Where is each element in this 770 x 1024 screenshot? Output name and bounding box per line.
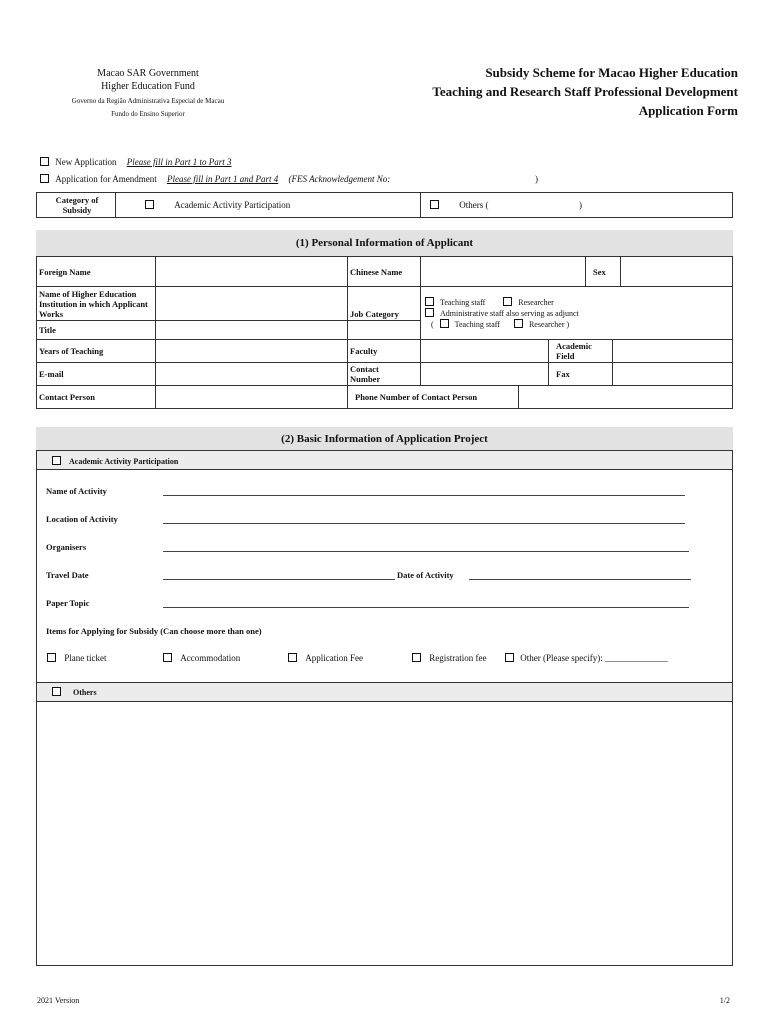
section-others-bar <box>37 682 732 702</box>
job-teaching-2-label: Teaching staff <box>454 320 500 329</box>
org-name-pt-2: Fundo do Ensino Superior <box>111 110 185 118</box>
institution-field[interactable] <box>156 287 346 320</box>
date-of-activity-line[interactable] <box>469 579 691 580</box>
item-other <box>505 653 668 663</box>
item-plane-label: Plane ticket <box>64 653 107 663</box>
name-of-activity-label: Name of Activity <box>46 486 107 496</box>
part2-heading: (2) Basic Information of Application Project <box>36 427 733 451</box>
email-label: E-mail <box>39 369 64 379</box>
category-box <box>36 192 733 218</box>
fax-field[interactable] <box>613 363 732 385</box>
sex-label: Sex <box>593 267 606 277</box>
item-accommodation-label: Accommodation <box>180 653 241 663</box>
name-of-activity-line[interactable] <box>163 495 685 496</box>
new-application-row <box>40 157 232 167</box>
academic-field-label: Academic Field <box>556 341 592 361</box>
item-reg-fee-checkbox[interactable] <box>412 653 421 662</box>
item-app-fee-label: Application Fee <box>305 653 363 663</box>
org-name-en-2: Higher Education Fund <box>101 81 195 92</box>
job-researcher-checkbox[interactable] <box>503 297 512 306</box>
contact-person-label: Contact Person <box>39 392 95 402</box>
section-academic-label: Academic Activity Participation <box>69 457 179 466</box>
category-others-close: ) <box>579 200 582 210</box>
foreign-name-label: Foreign Name <box>39 267 91 277</box>
item-reg-fee <box>412 653 486 663</box>
job-category-label: Job Category <box>350 309 399 319</box>
form-title-line-3: Application Form <box>638 103 738 118</box>
contact-number-label: Contact Number <box>350 364 381 384</box>
section-academic-checkbox[interactable] <box>52 456 61 465</box>
category-academic-label: Academic Activity Participation <box>174 200 291 210</box>
sex-field[interactable] <box>621 258 732 285</box>
form-title-line-2: Teaching and Research Staff Professional Development <box>432 84 738 99</box>
item-app-fee <box>288 653 363 663</box>
category-academic-checkbox[interactable] <box>145 200 154 209</box>
job-teaching-checkbox[interactable] <box>425 297 434 306</box>
foreign-name-field[interactable] <box>156 258 346 285</box>
part1-heading: (1) Personal Information of Applicant <box>36 230 733 257</box>
academic-field-input[interactable] <box>613 340 732 362</box>
category-others-checkbox[interactable] <box>430 200 439 209</box>
years-label: Years of Teaching <box>39 346 104 356</box>
faculty-field[interactable] <box>421 340 547 362</box>
section-academic-row <box>52 456 178 466</box>
years-field[interactable] <box>156 340 346 362</box>
job-researcher-2-label: Researcher ) <box>528 320 570 329</box>
org-name-pt-1: Governo da Região Administrativa Especial de Macau <box>71 97 225 105</box>
travel-date-label: Travel Date <box>46 570 89 580</box>
item-accommodation <box>163 653 240 663</box>
item-other-checkbox[interactable] <box>505 653 514 662</box>
date-of-activity-label: Date of Activity <box>397 570 454 580</box>
paper-topic-line[interactable] <box>163 607 689 608</box>
contact-person-field[interactable] <box>156 386 346 408</box>
job-teaching-label: Teaching staff <box>440 298 486 307</box>
paper-topic-label: Paper Topic <box>46 598 90 608</box>
job-admin-label: Administrative staff also serving as adjunct <box>440 309 579 318</box>
travel-date-line[interactable] <box>163 579 395 580</box>
section-others-label: Others <box>73 688 97 697</box>
job-category-options <box>425 297 579 330</box>
form-title-line-1: Subsidy Scheme for Macao Higher Education <box>485 65 738 80</box>
ack-label: (FES Acknowledgement No: <box>288 174 391 184</box>
fax-label: Fax <box>556 369 570 379</box>
page-number: 1/2 <box>719 996 730 1005</box>
job-researcher-label: Researcher <box>518 298 554 307</box>
item-accommodation-checkbox[interactable] <box>163 653 172 662</box>
category-others-label: Others ( <box>459 200 489 210</box>
new-application-label: New Application <box>55 157 117 167</box>
location-of-activity-line[interactable] <box>163 523 685 524</box>
phone-contact-person-label: Phone Number of Contact Person <box>355 392 478 402</box>
new-application-checkbox[interactable] <box>40 157 49 166</box>
item-reg-fee-label: Registration fee <box>429 653 487 663</box>
category-option-academic <box>145 200 290 210</box>
organisers-line[interactable] <box>163 551 689 552</box>
chinese-name-label: Chinese Name <box>350 267 403 277</box>
phone-contact-person-field[interactable] <box>519 386 732 408</box>
amendment-checkbox[interactable] <box>40 174 49 183</box>
chinese-name-field[interactable] <box>421 258 584 285</box>
category-option-others <box>430 200 489 210</box>
item-app-fee-checkbox[interactable] <box>288 653 297 662</box>
item-plane <box>47 653 107 663</box>
category-label: Category of Subsidy <box>55 195 99 215</box>
job-admin-checkbox[interactable] <box>425 308 434 317</box>
others-text-area[interactable] <box>37 703 732 965</box>
title-label: Title <box>39 325 56 335</box>
section-others-checkbox[interactable] <box>52 687 61 696</box>
job-teaching-2-checkbox[interactable] <box>440 319 449 328</box>
email-field[interactable] <box>156 363 346 385</box>
version-label: 2021 Version <box>37 996 80 1005</box>
org-name-en-1: Macao SAR Government <box>97 68 199 79</box>
job-paren-open: ( <box>431 320 434 329</box>
title-field[interactable] <box>156 321 346 339</box>
amendment-note: Please fill in Part 1 and Part 4 <box>166 174 279 184</box>
item-other-label: Other (Please specify): ______________ <box>520 653 668 663</box>
item-plane-checkbox[interactable] <box>47 653 56 662</box>
amendment-row <box>40 174 390 184</box>
contact-number-field[interactable] <box>421 363 547 385</box>
new-application-note: Please fill in Part 1 to Part 3 <box>126 157 232 167</box>
organisers-label: Organisers <box>46 542 87 552</box>
ack-close: ) <box>535 174 538 184</box>
section-others-row <box>52 687 97 697</box>
institution-label: Name of Higher Education Institution in which Applicant Works <box>39 289 148 319</box>
items-label: Items for Applying for Subsidy (Can choose more than one) <box>46 626 262 636</box>
location-of-activity-label: Location of Activity <box>46 514 118 524</box>
job-researcher-2-checkbox[interactable] <box>514 319 523 328</box>
amendment-label: Application for Amendment <box>55 174 157 184</box>
faculty-label: Faculty <box>350 346 378 356</box>
